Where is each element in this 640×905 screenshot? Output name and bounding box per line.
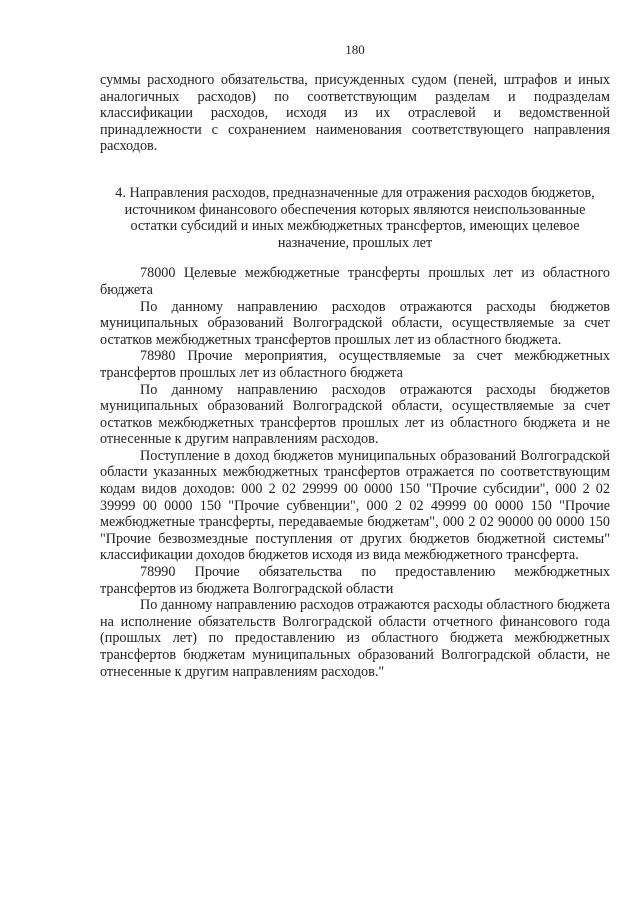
paragraph-78990: 78990 Прочие обязательства по предоставлению межбюджетных трансфертов из бюджета Волгоградской области: [100, 564, 610, 597]
paragraph: По данному направлению расходов отражаются расходы областного бюджета на исполнение обязательств Волгоградской области отчетного финансового года (прошлых лет) по предоставлению из областного бюджета межбюджетных трансфертов бюджетам муниципальных образований Волгоградской области, не отнесенные к другим направлениям расходов.": [100, 597, 610, 680]
page-number: 180: [345, 42, 365, 57]
paragraph-income: Поступление в доход бюджетов муниципальных образований Волгоградской области указанных межбюджетных трансфертов отражается по соответствующим кодам видов доходов: 000 2 02 29999 00 0000 150 "Прочие субсидии", 000 2 02 39999 00 0000 150 "Прочие субвенции", 000 2 02 49999 00 0000 150 "Прочие межбюджетные трансферты, передаваемые бюджетам", 000 2 02 90000 00 0000 150 "Прочие безвозмездные поступления от других бюджетов бюджетной системы" классификации доходов бюджетов исходя из вида межбюджетного трансферта.: [100, 447, 610, 564]
paragraph-78980: 78980 Прочие мероприятия, осуществляемые за счет межбюджетных трансфертов прошлых лет из областного бюджета: [100, 348, 610, 381]
paragraph-78000: 78000 Целевые межбюджетные трансферты прошлых лет из областного бюджета: [100, 265, 610, 298]
paragraph: По данному направлению расходов отражаются расходы бюджетов муниципальных образований Волгоградской области, осуществляемые за счет остатков межбюджетных трансфертов прошлых лет из областного бюджета.: [100, 298, 610, 348]
paragraph: По данному направлению расходов отражаются расходы бюджетов муниципальных образований Волгоградской области, осуществляемые за счет остатков межбюджетных трансфертов прошлых лет из областного бюджета и не отнесенные к другим направлениям расходов.: [100, 381, 610, 448]
section-heading: 4. Направления расходов, предназначенные для отражения расходов бюджетов, источником финансового обеспечения которых являются неиспользованные остатки субсидий и иных межбюджетных трансфертов, имеющих целевое назначение, прошлых лет: [115, 184, 595, 251]
intro-paragraph: суммы расходного обязательства, присужденных судом (пеней, штрафов и иных аналогичных расходов) по соответствующим разделам и подразделам классификации расходов, исходя из их отраслевой и ведомственной принадлежности с сохранением наименования соответствующего направления расходов.: [100, 72, 610, 155]
